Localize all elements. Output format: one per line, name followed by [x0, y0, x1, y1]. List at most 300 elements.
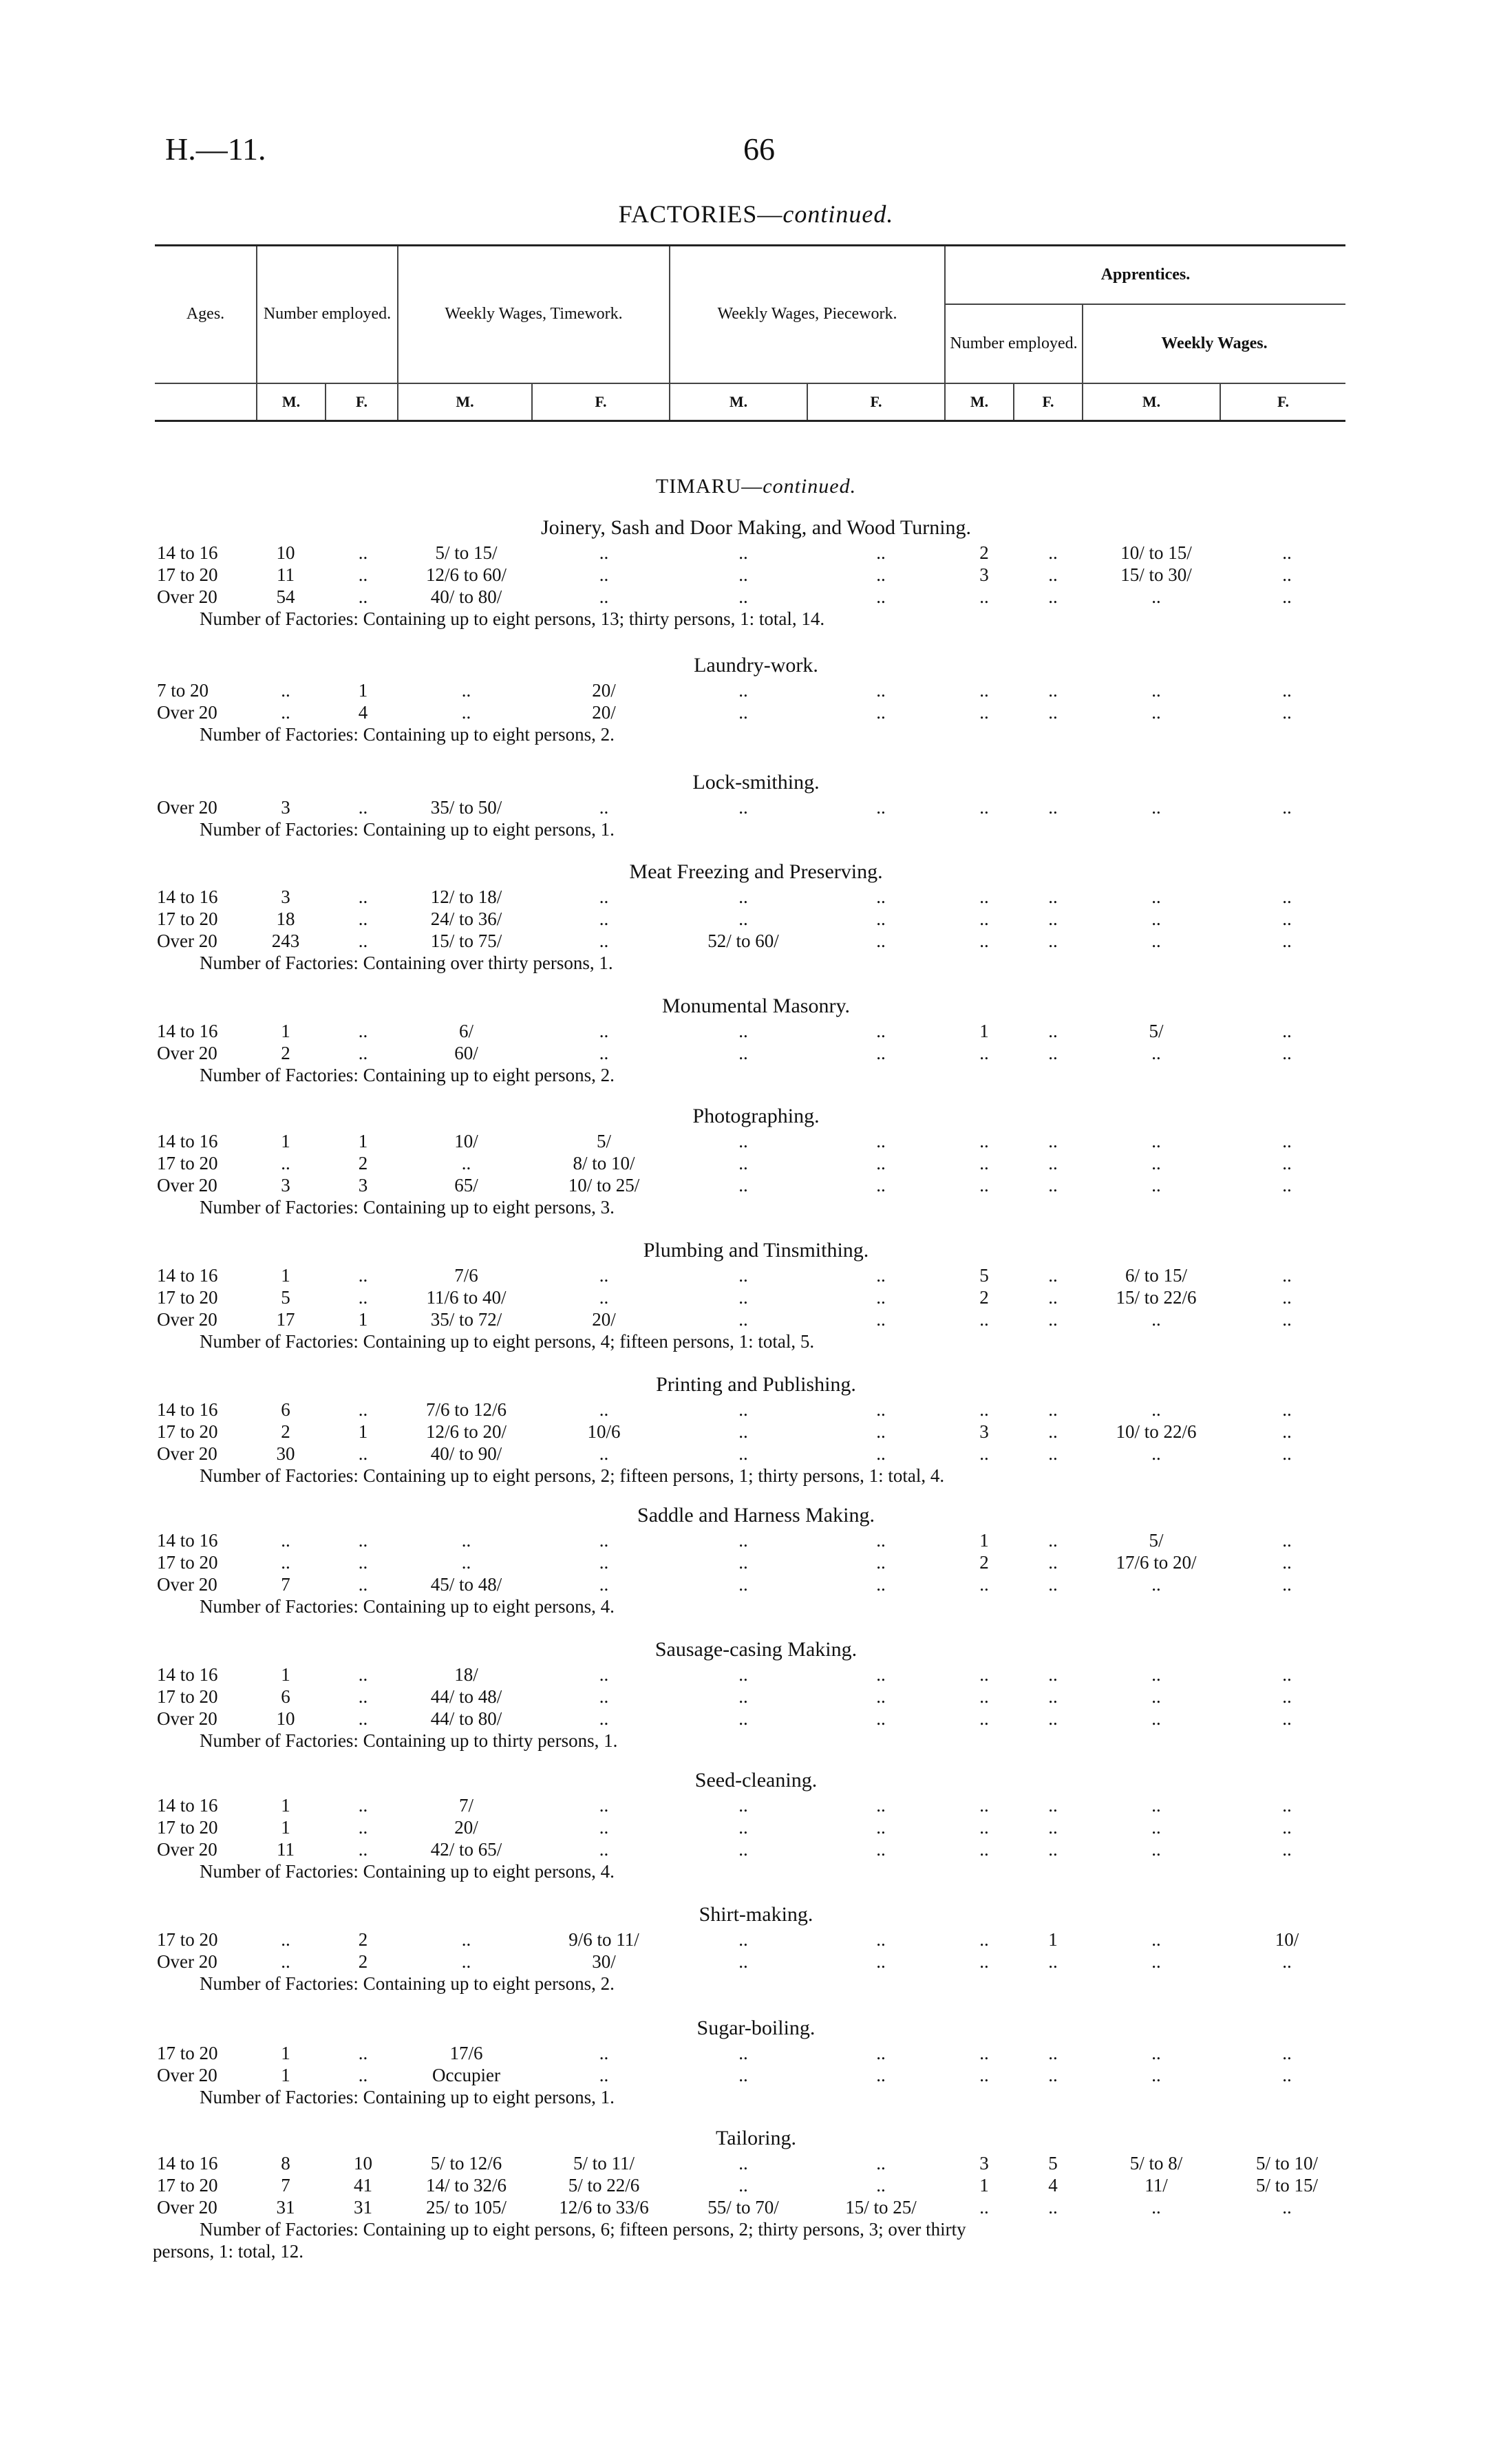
table-row [0, 680, 1512, 702]
section-title: Meat Freezing and Preserving. [629, 860, 883, 883]
cell-apprentice-number-m: .. [979, 1686, 989, 1707]
cell-apprentice-wages-f: .. [1282, 564, 1292, 585]
cell-apprentice-wages-m: .. [1151, 1574, 1161, 1595]
cell-number-f: 31 [354, 2197, 372, 2218]
cell-piecework-f: .. [876, 2043, 886, 2063]
cell-apprentice-wages-f: .. [1282, 931, 1292, 951]
report-code: H.—11. [165, 131, 266, 167]
factory-count-note: Number of Factories: Containing up to eight persons, 3. [200, 1197, 615, 1218]
cell-timework-f: .. [599, 1443, 609, 1464]
cell-age: 17 to 20 [157, 1929, 218, 1950]
factory-count-note: Number of Factories: Containing over thirty persons, 1. [200, 953, 613, 973]
table-row [0, 1309, 1512, 1331]
cell-piecework-f: .. [876, 1265, 886, 1286]
cell-timework-f: .. [599, 931, 609, 951]
cell-apprentice-number-f: .. [1048, 1399, 1058, 1420]
cell-apprentice-wages-m: 15/ to 22/6 [1116, 1287, 1197, 1308]
cell-number-m: 18 [276, 908, 295, 929]
cell-timework-f: .. [599, 1817, 609, 1838]
cell-apprentice-number-m: .. [979, 908, 989, 929]
cell-piecework-f: .. [876, 1664, 886, 1685]
table-row [0, 1530, 1512, 1552]
table-row [0, 1686, 1512, 1708]
table-row [0, 886, 1512, 908]
factory-count-note: Number of Factories: Containing up to eight persons, 2; fifteen persons, 1; thirty persons, 1: total, 4. [200, 1465, 945, 1486]
cell-timework-m: 14/ to 32/6 [425, 2175, 507, 2196]
cell-timework-m: 7/6 to 12/6 [425, 1399, 507, 1420]
cell-timework-f: 10/6 [587, 1421, 621, 1442]
cell-piecework-f: .. [876, 1021, 886, 1041]
title-continued: continued. [782, 200, 894, 228]
cell-apprentice-wages-m: 5/ [1149, 1021, 1164, 1041]
cell-piecework-m: .. [738, 1021, 748, 1041]
cell-apprentice-wages-m: 11/ [1144, 2175, 1168, 2196]
cell-apprentice-wages-m: .. [1151, 1664, 1161, 1685]
cell-age: 17 to 20 [157, 1287, 218, 1308]
cell-timework-m: .. [461, 1530, 471, 1551]
cell-number-f: .. [358, 886, 368, 907]
cell-apprentice-number-m: .. [979, 1153, 989, 1173]
cell-timework-f: 20/ [592, 1309, 616, 1330]
cell-apprentice-wages-f: .. [1282, 1664, 1292, 1685]
cell-timework-f: 10/ to 25/ [568, 1175, 640, 1195]
cell-apprentice-wages-f: .. [1282, 1399, 1292, 1420]
table-row [0, 1817, 1512, 1839]
cell-apprentice-number-f: .. [1048, 1686, 1058, 1707]
cell-apprentice-number-m: .. [979, 1399, 989, 1420]
cell-apprentice-number-m: 1 [979, 1530, 989, 1551]
cell-timework-m: 60/ [454, 1043, 478, 1063]
cell-number-f: 1 [358, 680, 368, 701]
cell-apprentice-wages-f: 5/ to 10/ [1255, 2153, 1318, 2174]
cell-timework-m: 12/6 to 60/ [425, 564, 507, 585]
cell-timework-m: 20/ [454, 1817, 478, 1838]
cell-number-f: 4 [358, 702, 368, 723]
cell-apprentice-wages-m: .. [1151, 931, 1161, 951]
table-row [0, 1839, 1512, 1861]
cell-timework-f: .. [599, 564, 609, 585]
cell-age: Over 20 [157, 1708, 217, 1729]
factory-count-note: Number of Factories: Containing up to eight persons, 2. [200, 1065, 615, 1085]
cell-apprentice-wages-m: .. [1151, 1399, 1161, 1420]
cell-timework-m: 42/ to 65/ [430, 1839, 502, 1860]
cell-timework-f: 12/6 to 33/6 [559, 2197, 649, 2218]
header-app-number: Number employed. [945, 304, 1083, 383]
cell-timework-f: 20/ [592, 702, 616, 723]
cell-piecework-f: .. [876, 1574, 886, 1595]
cell-age: Over 20 [157, 1175, 217, 1195]
cell-piecework-f: .. [876, 1530, 886, 1551]
cell-piecework-m: .. [738, 1399, 748, 1420]
cell-number-m: 7 [281, 1574, 290, 1595]
cell-apprentice-wages-f: .. [1282, 1530, 1292, 1551]
cell-age: 14 to 16 [157, 1795, 218, 1816]
cell-age: Over 20 [157, 1839, 217, 1860]
cell-timework-m: 12/6 to 20/ [425, 1421, 507, 1442]
section-title: Saddle and Harness Making. [637, 1504, 875, 1527]
section-title: Lock-smithing. [692, 771, 820, 794]
cell-number-m: .. [281, 1929, 290, 1950]
cell-timework-m: 45/ to 48/ [430, 1574, 502, 1595]
cell-apprentice-number-m: .. [979, 2197, 989, 2218]
table-row [0, 797, 1512, 819]
cell-age: 14 to 16 [157, 1530, 218, 1551]
header-app-wages: Weekly Wages. [1083, 304, 1345, 383]
header-m: M. [257, 383, 326, 421]
cell-apprentice-number-m: 1 [979, 1021, 989, 1041]
cell-apprentice-number-f: .. [1048, 1795, 1058, 1816]
cell-piecework-m: .. [738, 2043, 748, 2063]
table-row [0, 542, 1512, 564]
cell-timework-m: Occupier [432, 2065, 500, 2085]
cell-age: 17 to 20 [157, 564, 218, 585]
cell-age: 17 to 20 [157, 2043, 218, 2063]
cell-number-m: 2 [281, 1043, 290, 1063]
cell-apprentice-wages-m: 15/ to 30/ [1120, 564, 1192, 585]
cell-timework-m: .. [461, 680, 471, 701]
cell-piecework-f: .. [876, 2153, 886, 2174]
cell-piecework-m: .. [738, 2175, 748, 2196]
cell-number-f: .. [358, 2065, 368, 2085]
cell-apprentice-number-f: .. [1048, 1664, 1058, 1685]
section-title: Joinery, Sash and Door Making, and Wood Turning. [540, 516, 972, 539]
page-title [0, 200, 1512, 229]
cell-apprentice-number-m: .. [979, 1795, 989, 1816]
cell-number-m: 17 [276, 1309, 295, 1330]
cell-apprentice-wages-f: .. [1282, 680, 1292, 701]
table-row [0, 586, 1512, 608]
cell-piecework-m: .. [738, 1552, 748, 1573]
cell-timework-m: 17/6 [449, 2043, 483, 2063]
cell-piecework-f: .. [876, 1443, 886, 1464]
cell-piecework-f: .. [876, 797, 886, 818]
cell-apprentice-wages-f: 5/ to 15/ [1255, 2175, 1318, 2196]
cell-piecework-m: .. [738, 1530, 748, 1551]
cell-apprentice-wages-f: .. [1282, 702, 1292, 723]
cell-apprentice-wages-f: .. [1282, 1552, 1292, 1573]
table-row [0, 1951, 1512, 1973]
cell-apprentice-number-f: .. [1048, 1309, 1058, 1330]
cell-timework-f: .. [599, 1574, 609, 1595]
cell-apprentice-wages-f: 10/ [1275, 1929, 1299, 1950]
cell-apprentice-wages-m: .. [1151, 1951, 1161, 1972]
cell-apprentice-number-m: 3 [979, 1421, 989, 1442]
table-row [0, 1795, 1512, 1817]
cell-apprentice-number-f: 4 [1048, 2175, 1058, 2196]
cell-apprentice-number-f: .. [1048, 2043, 1058, 2063]
cell-piecework-m: .. [738, 586, 748, 607]
table-row [0, 1175, 1512, 1197]
cell-timework-f: .. [599, 1839, 609, 1860]
cell-timework-m: 7/6 [454, 1265, 478, 1286]
cell-number-f: .. [358, 1043, 368, 1063]
cell-piecework-m: .. [738, 1287, 748, 1308]
cell-number-m: 10 [276, 1708, 295, 1729]
factory-count-note: Number of Factories: Containing up to eight persons, 4; fifteen persons, 1: total, 5. [200, 1331, 815, 1352]
cell-piecework-f: .. [876, 542, 886, 563]
cell-timework-f: .. [599, 542, 609, 563]
cell-piecework-f: .. [876, 680, 886, 701]
cell-apprentice-wages-m: .. [1151, 1043, 1161, 1063]
cell-apprentice-number-m: 2 [979, 1287, 989, 1308]
cell-timework-m: 25/ to 105/ [425, 2197, 507, 2218]
cell-timework-m: 15/ to 75/ [430, 931, 502, 951]
cell-apprentice-wages-f: .. [1282, 2065, 1292, 2085]
cell-apprentice-wages-m: .. [1151, 908, 1161, 929]
cell-timework-f: 9/6 to 11/ [568, 1929, 639, 1950]
cell-number-m: .. [281, 1153, 290, 1173]
cell-timework-f: .. [599, 908, 609, 929]
cell-apprentice-wages-f: .. [1282, 1153, 1292, 1173]
cell-apprentice-number-m: .. [979, 1309, 989, 1330]
table-row [0, 564, 1512, 586]
cell-apprentice-number-f: .. [1048, 1287, 1058, 1308]
cell-number-f: 2 [358, 1929, 368, 1950]
cell-apprentice-wages-m: 10/ to 22/6 [1116, 1421, 1197, 1442]
cell-timework-f: 8/ to 10/ [573, 1153, 635, 1173]
cell-piecework-m: .. [738, 1664, 748, 1685]
cell-age: 14 to 16 [157, 2153, 218, 2174]
cell-number-f: .. [358, 908, 368, 929]
cell-timework-f: .. [599, 1708, 609, 1729]
cell-piecework-m: .. [738, 908, 748, 929]
cell-number-f: .. [358, 797, 368, 818]
header-ages: Ages. [155, 246, 257, 383]
cell-apprentice-wages-m: .. [1151, 1929, 1161, 1950]
cell-number-f: 2 [358, 1951, 368, 1972]
cell-piecework-m: 52/ to 60/ [707, 931, 779, 951]
cell-timework-f: 30/ [592, 1951, 616, 1972]
cell-piecework-f: .. [876, 564, 886, 585]
cell-number-m: 1 [281, 1817, 290, 1838]
cell-piecework-f: .. [876, 1951, 886, 1972]
cell-number-f: .. [358, 1795, 368, 1816]
cell-piecework-m: .. [738, 2065, 748, 2085]
cell-piecework-f: .. [876, 1399, 886, 1420]
cell-timework-m: 44/ to 48/ [430, 1686, 502, 1707]
cell-apprentice-wages-f: .. [1282, 1708, 1292, 1729]
cell-timework-m: 40/ to 80/ [430, 586, 502, 607]
cell-number-m: 10 [276, 542, 295, 563]
cell-apprentice-wages-m: .. [1151, 1131, 1161, 1151]
cell-number-m: 3 [281, 797, 290, 818]
cell-piecework-f: .. [876, 1131, 886, 1151]
cell-apprentice-wages-m: .. [1151, 2197, 1161, 2218]
table-row [0, 1664, 1512, 1686]
cell-apprentice-number-m: .. [979, 1175, 989, 1195]
header-m: M. [945, 383, 1014, 421]
table-row [0, 1929, 1512, 1951]
cell-number-m: .. [281, 1552, 290, 1573]
cell-number-m: 3 [281, 1175, 290, 1195]
cell-apprentice-number-f: .. [1048, 586, 1058, 607]
section-title: Photographing. [692, 1105, 820, 1127]
cell-apprentice-number-m: .. [979, 1043, 989, 1063]
cell-age: 14 to 16 [157, 1399, 218, 1420]
cell-piecework-m: .. [738, 1153, 748, 1173]
cell-apprentice-number-f: .. [1048, 680, 1058, 701]
cell-piecework-m: .. [738, 680, 748, 701]
cell-timework-m: 5/ to 12/6 [430, 2153, 502, 2174]
cell-piecework-f: .. [876, 1552, 886, 1573]
cell-apprentice-wages-f: .. [1282, 1309, 1292, 1330]
cell-timework-m: 65/ [454, 1175, 478, 1195]
cell-apprentice-wages-f: .. [1282, 1043, 1292, 1063]
cell-apprentice-number-m: 3 [979, 2153, 989, 2174]
cell-apprentice-number-m: .. [979, 1664, 989, 1685]
cell-apprentice-number-f: .. [1048, 1421, 1058, 1442]
cell-timework-f: .. [599, 2065, 609, 2085]
cell-piecework-f: .. [876, 1839, 886, 1860]
cell-piecework-m: .. [738, 1175, 748, 1195]
cell-timework-m: 12/ to 18/ [430, 886, 502, 907]
cell-apprentice-wages-f: .. [1282, 586, 1292, 607]
table-row [0, 2065, 1512, 2087]
header-m: M. [398, 383, 532, 421]
cell-apprentice-wages-m: .. [1151, 1817, 1161, 1838]
cell-timework-f: .. [599, 886, 609, 907]
cell-timework-f: 5/ [596, 1131, 611, 1151]
header-f: F. [326, 383, 398, 421]
table-row [0, 2043, 1512, 2065]
cell-number-f: 3 [358, 1175, 368, 1195]
cell-apprentice-wages-m: .. [1151, 702, 1161, 723]
cell-timework-m: .. [461, 1951, 471, 1972]
table-row [0, 1421, 1512, 1443]
section-title: Plumbing and Tinsmithing. [643, 1239, 869, 1262]
page-number: 66 [743, 131, 775, 167]
cell-number-f: .. [358, 1399, 368, 1420]
cell-number-m: 243 [271, 931, 300, 951]
factory-count-note: Number of Factories: Containing up to eight persons, 2. [200, 724, 615, 745]
cell-piecework-f: .. [876, 1287, 886, 1308]
cell-apprentice-number-f: 5 [1048, 2153, 1058, 2174]
cell-timework-f: .. [599, 797, 609, 818]
cell-apprentice-number-m: .. [979, 1131, 989, 1151]
cell-apprentice-number-f: 1 [1048, 1929, 1058, 1950]
cell-piecework-f: .. [876, 1686, 886, 1707]
cell-piecework-m: .. [738, 1795, 748, 1816]
cell-apprentice-wages-f: .. [1282, 1131, 1292, 1151]
cell-piecework-f: .. [876, 1708, 886, 1729]
cell-age: Over 20 [157, 1443, 217, 1464]
cell-apprentice-wages-m: .. [1151, 1153, 1161, 1173]
table-row [0, 2175, 1512, 2197]
cell-piecework-m: .. [738, 542, 748, 563]
table-row [0, 1131, 1512, 1153]
cell-apprentice-number-m: .. [979, 1951, 989, 1972]
cell-timework-f: .. [599, 1530, 609, 1551]
cell-apprentice-number-f: .. [1048, 931, 1058, 951]
cell-number-m: .. [281, 1951, 290, 1972]
cell-timework-f: 5/ to 22/6 [568, 2175, 640, 2196]
cell-timework-f: .. [599, 1795, 609, 1816]
cell-piecework-m: .. [738, 702, 748, 723]
cell-apprentice-number-f: .. [1048, 1153, 1058, 1173]
cell-apprentice-number-m: .. [979, 2065, 989, 2085]
cell-apprentice-wages-m: .. [1151, 1839, 1161, 1860]
cell-timework-f: .. [599, 1399, 609, 1420]
cell-piecework-m: .. [738, 797, 748, 818]
cell-apprentice-number-m: .. [979, 1929, 989, 1950]
cell-apprentice-number-f: .. [1048, 702, 1058, 723]
cell-age: 17 to 20 [157, 1421, 218, 1442]
cell-age: 17 to 20 [157, 2175, 218, 2196]
cell-age: Over 20 [157, 2065, 217, 2085]
cell-apprentice-number-f: .. [1048, 1443, 1058, 1464]
cell-piecework-f: .. [876, 1795, 886, 1816]
cell-piecework-m: 55/ to 70/ [707, 2197, 779, 2218]
region-continued: continued. [763, 475, 857, 498]
header-f: F. [807, 383, 945, 421]
cell-age: Over 20 [157, 2197, 217, 2218]
cell-apprentice-wages-f: .. [1282, 542, 1292, 563]
cell-apprentice-number-f: .. [1048, 564, 1058, 585]
header-piecework: Weekly Wages, Piecework. [670, 246, 945, 383]
cell-piecework-f: .. [876, 1043, 886, 1063]
cell-piecework-m: .. [738, 1265, 748, 1286]
cell-piecework-f: .. [876, 1817, 886, 1838]
cell-apprentice-number-f: .. [1048, 1552, 1058, 1573]
cell-age: Over 20 [157, 1574, 217, 1595]
cell-apprentice-number-m: .. [979, 680, 989, 701]
cell-apprentice-number-m: .. [979, 1817, 989, 1838]
cell-piecework-m: .. [738, 1131, 748, 1151]
cell-number-m: 8 [281, 2153, 290, 2174]
cell-timework-f: .. [599, 1265, 609, 1286]
cell-apprentice-number-m: 2 [979, 1552, 989, 1573]
cell-age: Over 20 [157, 931, 217, 951]
cell-number-f: .. [358, 931, 368, 951]
cell-apprentice-wages-f: .. [1282, 1175, 1292, 1195]
header-timework: Weekly Wages, Timework. [398, 246, 670, 383]
cell-apprentice-wages-m: 5/ to 8/ [1129, 2153, 1183, 2174]
cell-number-m: 1 [281, 1021, 290, 1041]
cell-apprentice-wages-f: .. [1282, 1443, 1292, 1464]
cell-piecework-f: .. [876, 1929, 886, 1950]
table-row [0, 702, 1512, 724]
cell-age: Over 20 [157, 1309, 217, 1330]
cell-timework-f: .. [599, 1021, 609, 1041]
cell-apprentice-number-f: .. [1048, 1131, 1058, 1151]
cell-timework-m: 11/6 to 40/ [426, 1287, 507, 1308]
cell-timework-f: 5/ to 11/ [573, 2153, 635, 2174]
cell-apprentice-number-f: .. [1048, 886, 1058, 907]
cell-apprentice-number-f: .. [1048, 542, 1058, 563]
factory-count-note: Number of Factories: Containing up to eight persons, 2. [200, 1973, 615, 1994]
section-title: Laundry-work. [694, 654, 818, 677]
title-main: FACTORIES— [618, 200, 783, 228]
cell-apprentice-wages-m: 6/ to 15/ [1125, 1265, 1187, 1286]
cell-piecework-f: .. [876, 1153, 886, 1173]
cell-timework-m: 10/ [454, 1131, 478, 1151]
header-number-employed: Number employed. [257, 246, 398, 383]
cell-piecework-f: .. [876, 1309, 886, 1330]
cell-number-f: .. [358, 1265, 368, 1286]
cell-number-f: 1 [358, 1309, 368, 1330]
cell-timework-m: 35/ to 50/ [430, 797, 502, 818]
cell-apprentice-number-f: .. [1048, 1530, 1058, 1551]
factory-count-note: Number of Factories: Containing up to eight persons, 6; fifteen persons, 2; thirty persons, 3; over thirty [200, 2219, 966, 2240]
cell-number-m: .. [281, 1530, 290, 1551]
cell-piecework-m: .. [738, 1839, 748, 1860]
section-title: Printing and Publishing. [656, 1373, 856, 1396]
factory-count-note: Number of Factories: Containing up to eight persons, 4. [200, 1596, 615, 1617]
cell-apprentice-wages-f: .. [1282, 2043, 1292, 2063]
cell-apprentice-wages-m: 5/ [1149, 1530, 1164, 1551]
cell-timework-f: .. [599, 1686, 609, 1707]
cell-number-m: 54 [276, 586, 295, 607]
